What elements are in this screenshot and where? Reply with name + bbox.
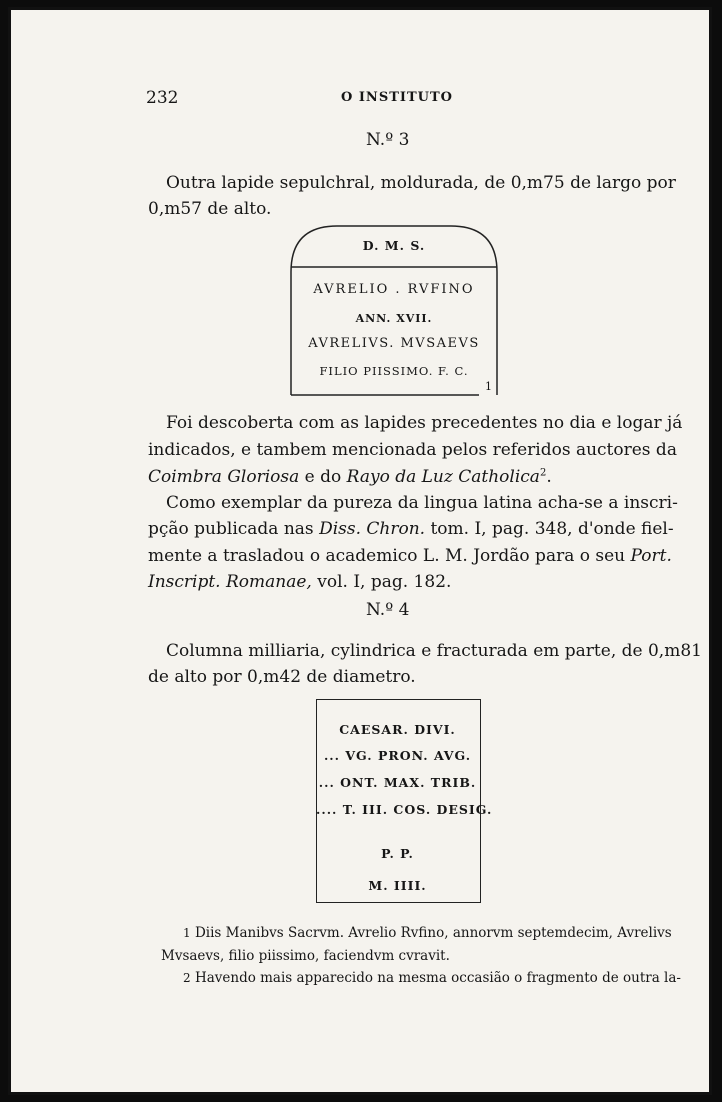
para-2-line-3: mente a trasladou o academico L. M. Jordão para o seu Port. <box>148 546 672 566</box>
section-4-text-line-2: de alto por 0,m42 de diametro. <box>148 667 416 687</box>
para-1-line-2: indicados, e tambem mencionada pelos referidos auctores da <box>148 440 677 460</box>
book-page <box>8 7 712 1095</box>
inscription-2-line-3: ... ONT. MAX. TRIB. <box>318 775 477 790</box>
inscription-2-line-5: P. P. <box>381 846 414 861</box>
page-number: 232 <box>146 88 179 108</box>
inscription-2-line-1: CAESAR. DIVI. <box>339 722 456 737</box>
inscription-1-line-4: FILIO PIISSIMO. F. C. <box>319 364 469 378</box>
para-2-line-4: Inscript. Romanae, vol. I, pag. 182. <box>148 572 452 592</box>
inscription-1-line-2: ANN. XVII. <box>355 312 433 325</box>
inscription-2-line-2: ... VG. PRON. AVG. <box>323 748 472 763</box>
footnote-1-line-1: 1 Diis Manibvs Sacrvm. Avrelio Rvfino, annorvm septemdecim, Avrelivs <box>183 925 672 941</box>
section-4-heading: N.º 4 <box>366 600 410 620</box>
para-2-line-2: pção publicada nas Diss. Chron. tom. I, pag. 348, d'onde fiel- <box>148 519 674 539</box>
inscription-1-line-3: AVRELIVS. MVSAEVS <box>308 336 480 351</box>
footnote-2-line-1: 2 Havendo mais apparecido na mesma occasião o fragmento de outra la- <box>183 970 681 986</box>
para-2-line-1: Como exemplar da pureza da lingua latina acha-se a inscri- <box>166 493 678 513</box>
inscription-2-line-4: .... T. III. COS. DESIG. <box>316 802 493 817</box>
footnote-1-line-2: Mvsaevs, filio piissimo, faciendvm cvravit. <box>161 948 450 964</box>
inscription-1-line-1: AVRELIO . RVFINO <box>313 282 475 297</box>
inscription-1-note-marker: 1 <box>485 380 492 393</box>
section-3-heading: N.º 3 <box>366 130 410 150</box>
running-title: O INSTITUTO <box>341 90 453 105</box>
para-1-line-1: Foi descoberta com as lapides precedentes no dia e logar já <box>166 413 683 433</box>
section-3-text-line-2: 0,m57 de alto. <box>148 199 272 219</box>
inscription-1-top: D. M. S. <box>362 238 426 253</box>
inscription-2-line-6: M. IIII. <box>368 878 427 893</box>
section-4-text-line-1: Columna milliaria, cylindrica e fracturada em parte, de 0,m81 <box>166 641 702 661</box>
section-3-text-line-1: Outra lapide sepulchral, moldurada, de 0,m75 de largo por <box>166 173 676 193</box>
para-1-line-3: Coimbra Gloriosa e do Rayo da Luz Catholica$^2$. <box>148 467 552 487</box>
